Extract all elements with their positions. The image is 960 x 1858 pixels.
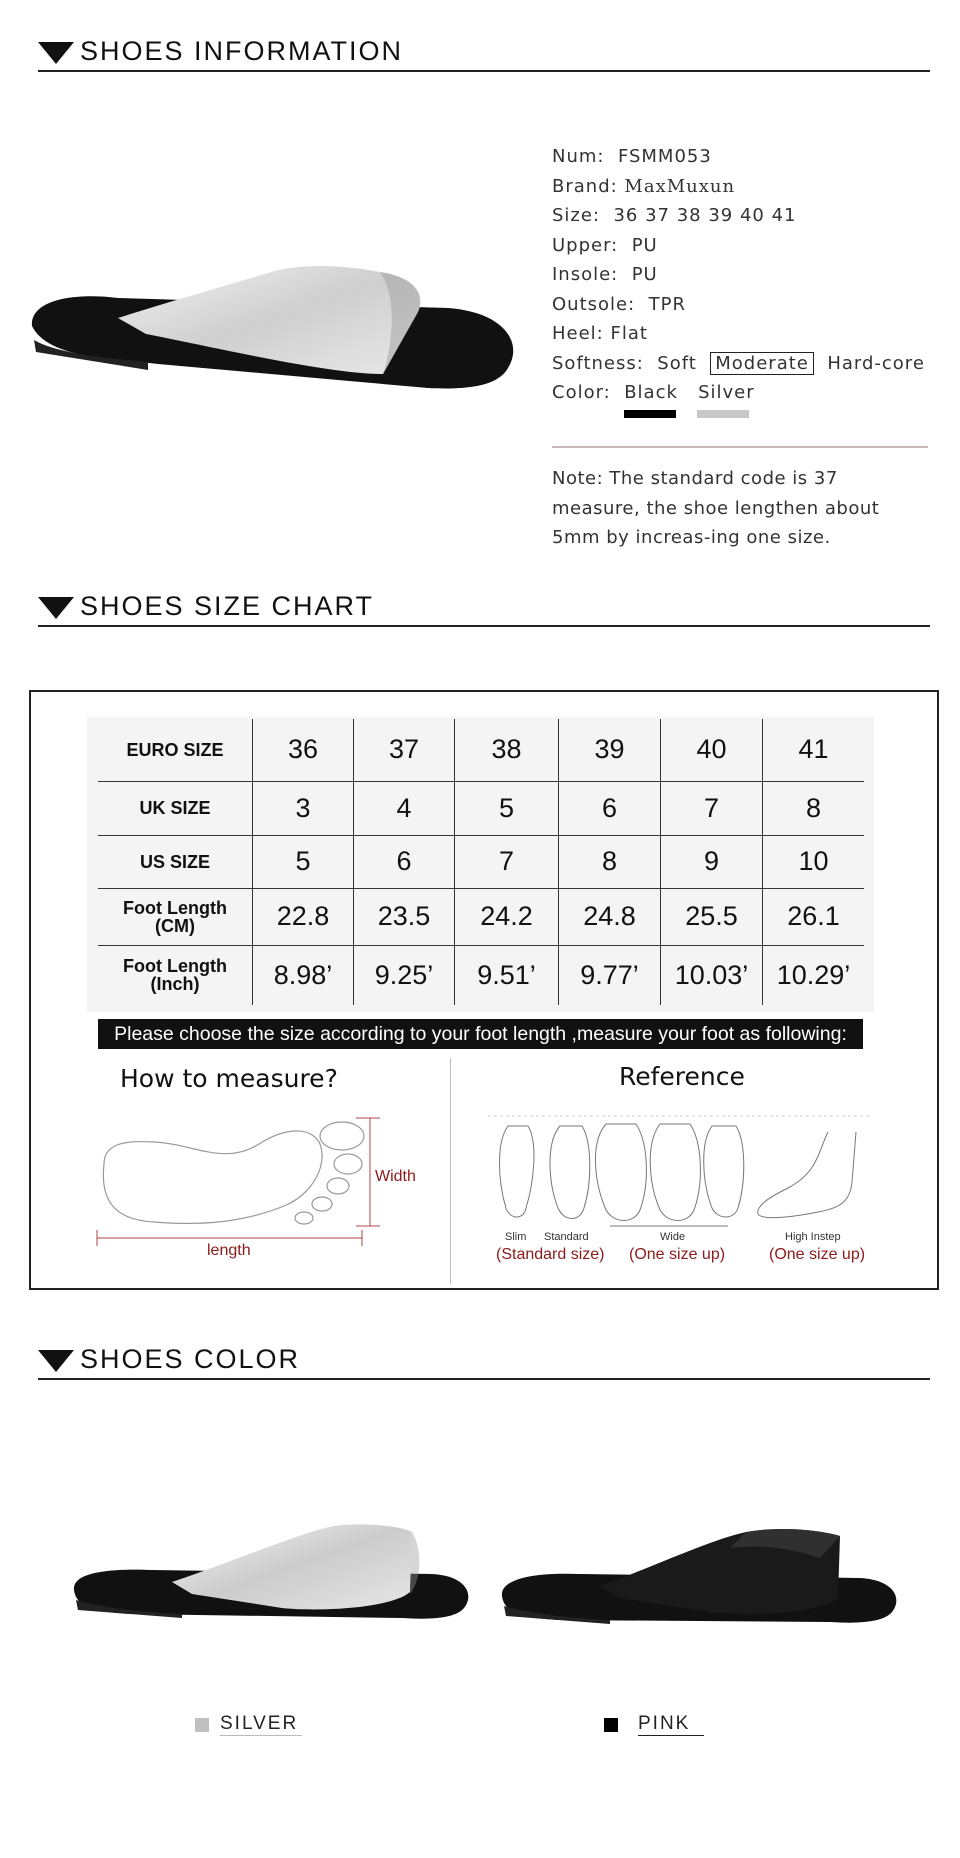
size-table — [98, 719, 864, 1005]
length-label: length — [207, 1242, 251, 1259]
insole-label: Insole: — [552, 264, 619, 285]
size-note: Note: The standard code is 37 measure, the shoe lengthen about 5mm by increas-ing one size. — [552, 468, 880, 548]
info-row-softness — [552, 349, 925, 379]
product-info-list — [552, 142, 925, 408]
row-label: UK SIZE — [98, 781, 253, 835]
ref-slim-label: Slim — [505, 1231, 527, 1243]
black-color-swatch — [624, 410, 676, 418]
cell: 24.8 — [559, 888, 661, 945]
num-value: FSMM053 — [617, 146, 712, 167]
heel-label: Heel: — [552, 323, 604, 344]
ref-one-size-up-wide: (One size up) — [629, 1246, 726, 1263]
table-row-euro — [98, 719, 864, 781]
row-label — [98, 945, 253, 1005]
cell: 25.5 — [661, 888, 763, 945]
outsole-label: Outsole: — [552, 293, 636, 315]
cell: 10.03’ — [661, 945, 763, 1005]
section-header-color — [38, 1342, 930, 1380]
cell: 3 — [253, 781, 354, 835]
width-label: Width — [375, 1168, 416, 1185]
size-value: 36 37 38 39 40 41 — [613, 205, 797, 226]
cell: 37 — [354, 719, 455, 781]
size-label: Size: — [552, 205, 601, 226]
ref-standard-label: Standard — [544, 1231, 589, 1243]
cell: 9 — [661, 835, 763, 888]
table-row-foot-cm — [98, 888, 864, 945]
cell: 8 — [559, 835, 661, 888]
upper-value: PU — [631, 234, 658, 256]
cell: 23.5 — [354, 888, 455, 945]
row-label: US SIZE — [98, 835, 253, 888]
table-row-uk — [98, 781, 864, 835]
silver-slide-product-image — [28, 262, 522, 422]
section-title: SHOES SIZE CHART — [80, 591, 375, 621]
softness-label: Softness: — [552, 352, 644, 374]
info-row-insole — [552, 260, 925, 290]
ref-wide-label: Wide — [660, 1231, 686, 1243]
heel-value: Flat — [610, 323, 648, 344]
info-row-upper — [552, 231, 925, 261]
color-silver: Silver — [698, 382, 755, 403]
foot-measure-diagram — [94, 1114, 424, 1264]
cell: 9.77’ — [559, 945, 661, 1005]
section-title: SHOES INFORMATION — [80, 36, 404, 66]
cell: 9.25’ — [354, 945, 455, 1005]
section-header-info — [38, 34, 930, 72]
silver-square-icon — [195, 1718, 209, 1732]
table-row-foot-inch — [98, 945, 864, 1005]
row-label-line1: Foot Length — [123, 897, 227, 918]
cell: 26.1 — [763, 888, 865, 945]
info-row-heel — [552, 319, 925, 349]
ref-standard-size: (Standard size) — [496, 1246, 605, 1263]
brand-label: Brand: — [552, 175, 618, 197]
measure-separator — [450, 1058, 451, 1284]
cell: 7 — [661, 781, 763, 835]
cell: 6 — [559, 781, 661, 835]
table-row-us — [98, 835, 864, 888]
reference-title: Reference — [619, 1062, 745, 1091]
cell: 10.29’ — [776, 959, 851, 990]
cell: 6 — [354, 835, 455, 888]
row-label-line1: Foot Length — [123, 956, 227, 977]
softness-soft: Soft — [657, 352, 697, 374]
triangle-down-icon — [38, 1350, 74, 1372]
cell: 22.8 — [253, 888, 354, 945]
info-row-size — [552, 201, 925, 231]
color-black: Black — [624, 382, 678, 403]
silver-color-caption: SILVER — [220, 1713, 302, 1736]
cell: 9.51’ — [455, 945, 559, 1005]
pink-color-caption: PINK — [638, 1713, 704, 1736]
row-label-line2: (Inch) — [150, 974, 200, 995]
cell: 38 — [455, 719, 559, 781]
cell: 7 — [455, 835, 559, 888]
outsole-value: TPR — [648, 293, 686, 315]
upper-label: Upper: — [552, 234, 619, 256]
info-row-color — [552, 378, 925, 408]
insole-value: PU — [631, 264, 658, 285]
cell: 39 — [559, 719, 661, 781]
how-to-measure-title: How to measure? — [120, 1064, 338, 1093]
cell: 4 — [354, 781, 455, 835]
info-row-num — [552, 142, 925, 172]
foot-shapes-reference-diagram — [488, 1112, 872, 1230]
softness-moderate-selected: Moderate — [710, 352, 814, 375]
row-label-line2: (CM) — [155, 915, 195, 936]
color-label: Color: — [552, 382, 611, 403]
cell: 8 — [763, 781, 865, 835]
cell: 5 — [455, 781, 559, 835]
triangle-down-icon — [38, 597, 74, 619]
cell: 36 — [253, 719, 354, 781]
section-title: SHOES COLOR — [80, 1344, 301, 1374]
measure-instruction-banner: Please choose the size according to your foot length ,measure your foot as following: — [98, 1019, 863, 1049]
silver-slide-color-image — [72, 1522, 472, 1630]
triangle-down-icon — [38, 42, 74, 64]
cell: 40 — [661, 719, 763, 781]
info-row-outsole — [552, 290, 925, 320]
info-divider — [552, 446, 928, 448]
row-label: EURO SIZE — [98, 719, 253, 781]
cell: 8.98’ — [253, 945, 354, 1005]
softness-hard-core: Hard-core — [827, 352, 925, 374]
cell: 24.2 — [455, 888, 559, 945]
cell: 41 — [763, 719, 865, 781]
silver-color-swatch — [697, 410, 749, 418]
info-row-brand — [552, 172, 925, 202]
brand-value: MaxMuxun — [624, 175, 736, 197]
ref-high-instep-label: High Instep — [785, 1231, 841, 1243]
black-square-icon — [604, 1718, 618, 1732]
row-label — [98, 888, 253, 945]
section-header-size-chart — [38, 589, 930, 627]
num-label: Num: — [552, 146, 605, 167]
cell: 5 — [253, 835, 354, 888]
cell: 10 — [763, 835, 865, 888]
black-slide-color-image — [500, 1528, 900, 1636]
ref-one-size-up-instep: (One size up) — [769, 1246, 866, 1263]
